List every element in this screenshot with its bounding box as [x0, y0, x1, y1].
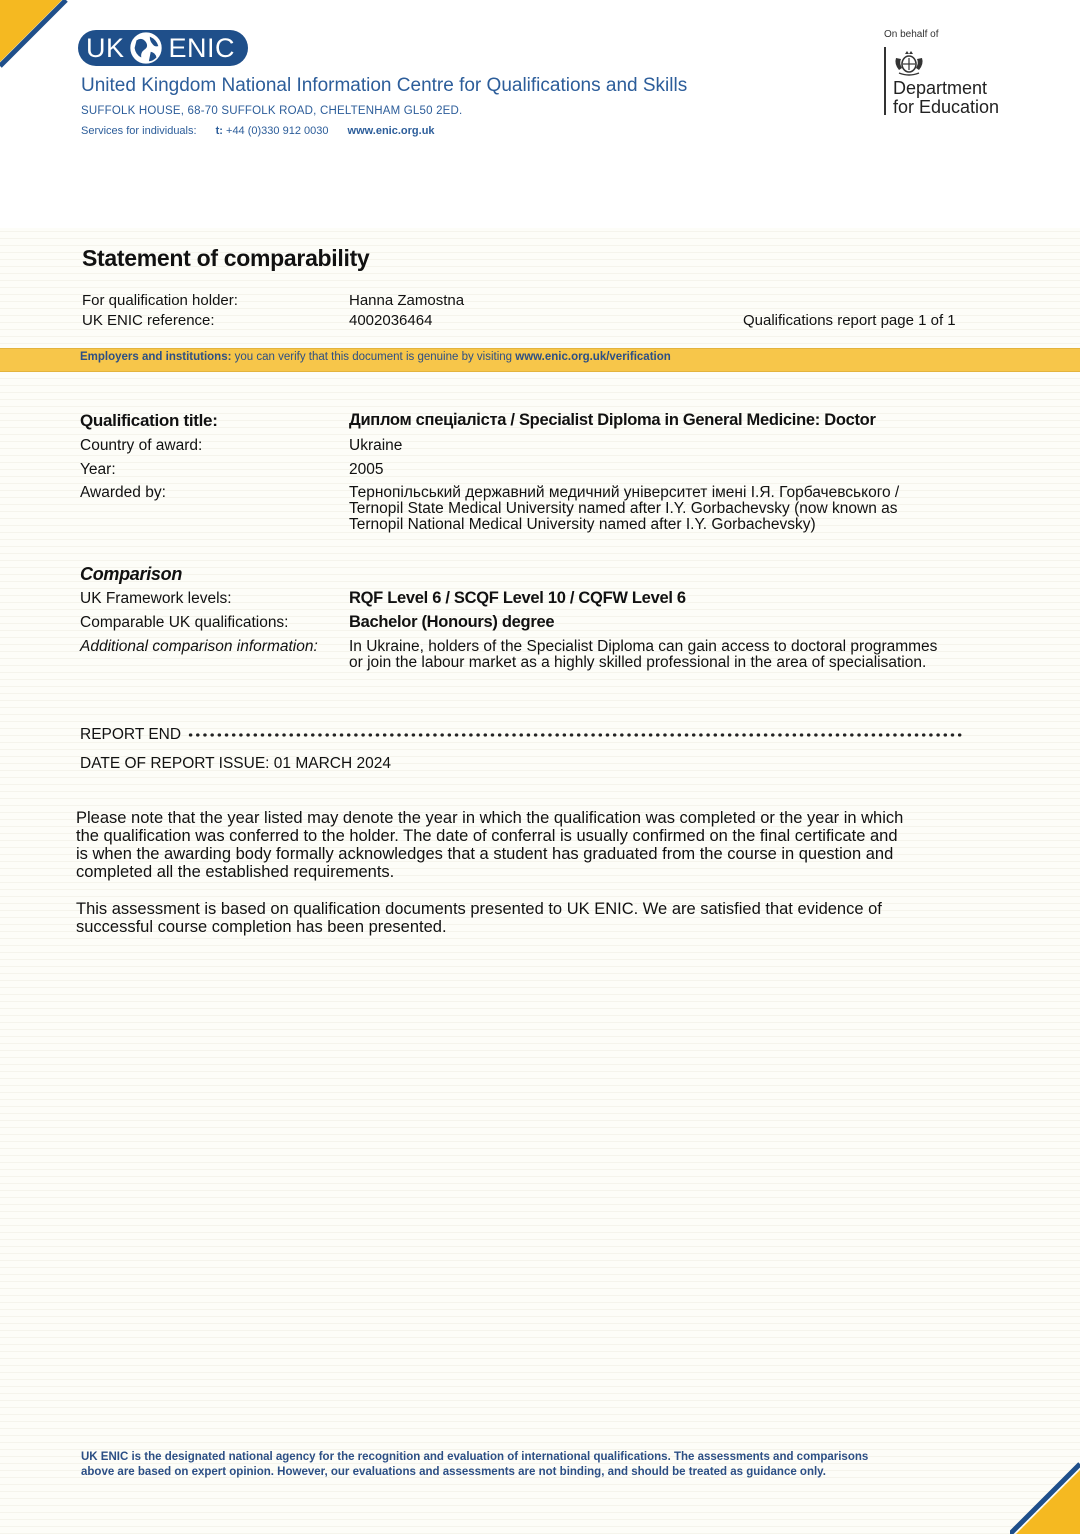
year-value: 2005 [349, 461, 384, 478]
dfe-line-2: for Education [893, 97, 1000, 117]
report-end [80, 726, 962, 744]
additional-line-2: or join the labour market as a highly skilled professional in the area of specialisation. [349, 654, 927, 671]
qualification-title-value: Диплом спеціаліста / Specialist Diploma in General Medicine: Doctor [349, 411, 876, 429]
report-end-dots [187, 732, 962, 738]
page-info: Qualifications report page 1 of 1 [743, 312, 956, 329]
framework-label: UK Framework levels: [80, 590, 232, 607]
footer-disclaimer [81, 1450, 981, 1480]
year-label: Year: [80, 461, 116, 478]
footer-line-1: UK ENIC is the designated national agency for the recognition and evaluation of international qualifications. The assessments and comparisons [81, 1451, 869, 1463]
reference-value: 4002036464 [349, 312, 433, 329]
phone-prefix: t: [215, 125, 223, 137]
logo-enic-text: ENIC [168, 32, 236, 63]
verification-text: you can verify that this document is genuine by visiting [231, 351, 516, 363]
dfe-divider [884, 47, 886, 115]
framework-value: RQF Level 6 / SCQF Level 10 / CQFW Level 6 [349, 589, 686, 607]
verification-bold: Employers and institutions: [80, 351, 232, 363]
verification-notice [80, 351, 671, 363]
country-label: Country of award: [80, 437, 203, 454]
note1-line-4: completed all the established requirements. [76, 863, 395, 881]
reference-label: UK ENIC reference: [82, 312, 215, 329]
awarded-line-2: Ternopil State Medical University named after I.Y. Gorbachevsky (now known as [349, 500, 898, 517]
additional-value [349, 639, 937, 671]
top-left-corner-accent [0, 0, 70, 70]
note2-line-1: This assessment is based on qualification documents presented to UK ENIC. We are satisfied that evidence of [76, 900, 882, 918]
report-end-label: REPORT END [80, 726, 182, 743]
date-of-issue: DATE OF REPORT ISSUE: 01 MARCH 2024 [80, 755, 391, 772]
uk-enic-logo [78, 30, 248, 66]
note-paragraph-2 [76, 900, 1006, 936]
awarded-by-label: Awarded by: [80, 484, 166, 501]
additional-label: Additional comparison information: [80, 638, 318, 655]
note1-line-2: the qualification was conferred to the holder. The date of conferral is usually confirmed on the final certificate and [76, 827, 898, 845]
awarded-line-3: Ternopil National Medical University named after I.Y. Gorbachevsky) [349, 516, 816, 533]
department-for-education [893, 79, 999, 117]
bottom-right-corner-accent [1010, 1460, 1080, 1534]
verification-link[interactable]: www.enic.org.uk/verification [515, 351, 671, 363]
comparison-heading: Comparison [80, 564, 183, 584]
services-contact [81, 125, 435, 137]
organisation-name: United Kingdom National Information Centre for Qualifications and Skills [81, 75, 688, 96]
comparable-value: Bachelor (Honours) degree [349, 613, 555, 631]
qualification-title-label: Qualification title: [80, 411, 218, 430]
royal-crest-icon [893, 50, 925, 76]
note1-line-3: is when the awarding body formally acknowledges that a student has graduated from the course in question and [76, 845, 894, 863]
logo-uk-text: UK [86, 32, 125, 63]
website-link[interactable]: www.enic.org.uk [347, 125, 435, 137]
note2-line-2: successful course completion has been presented. [76, 918, 447, 936]
holder-value: Hanna Zamostna [349, 292, 465, 309]
footer-line-2: above are based on expert opinion. However, our evaluations and assessments are not binding, and should be treated as guidance only. [81, 1466, 826, 1478]
document-title: Statement of comparability [82, 245, 370, 271]
dfe-line-1: Department [893, 78, 988, 98]
additional-line-1: In Ukraine, holders of the Specialist Diploma can gain access to doctoral programmes [349, 638, 938, 655]
holder-label: For qualification holder: [82, 292, 238, 309]
services-label: Services for individuals: [81, 125, 197, 137]
address: SUFFOLK HOUSE, 68-70 SUFFOLK ROAD, CHELTENHAM GL50 2ED. [81, 105, 463, 117]
note-paragraph-1 [76, 809, 1006, 881]
awarded-line-1: Тернопільський державний медичний університет імені І.Я. Горбачевського / [349, 484, 900, 501]
globe-icon [127, 29, 165, 67]
country-value: Ukraine [349, 437, 403, 454]
note1-line-1: Please note that the year listed may denote the year in which the qualification was completed or the year in which [76, 809, 904, 827]
on-behalf-of: On behalf of [884, 29, 939, 40]
comparable-label: Comparable UK qualifications: [80, 614, 289, 631]
awarded-by-value [349, 485, 899, 533]
phone-number: +44 (0)330 912 0030 [226, 125, 329, 137]
